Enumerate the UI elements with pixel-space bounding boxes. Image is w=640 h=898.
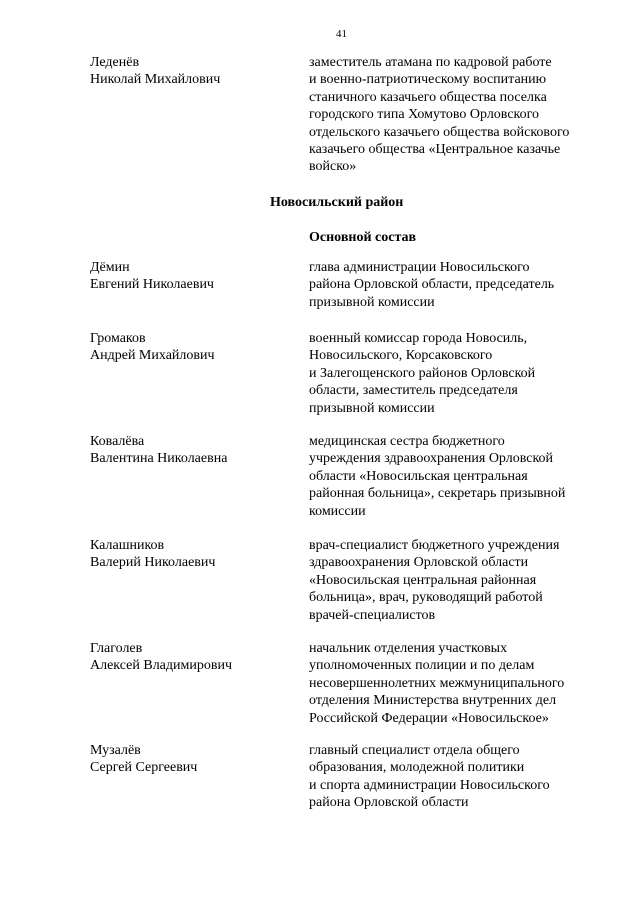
role-line: медицинская сестра бюджетного (309, 434, 505, 449)
member-given-names: Николай Михайлович (90, 72, 221, 88)
member-surname: Леденёв (90, 55, 140, 70)
role-line: области «Новосильская центральная (309, 468, 528, 484)
member-name (90, 640, 290, 675)
role-line: района Орловской области (309, 795, 469, 811)
member-name (90, 537, 290, 572)
role-line: войско» (309, 159, 357, 175)
role-line: врач-специалист бюджетного учреждения (309, 538, 560, 553)
member-given-names: Сергей Сергеевич (90, 760, 198, 776)
member-name (90, 54, 290, 89)
district-title: Новосильский район (270, 195, 404, 210)
role-line: больница», врач, руководящий работой (309, 590, 543, 606)
role-line: «Новосильская центральная районная (309, 572, 537, 588)
role-line: и спорта администрации Новосильского (309, 777, 550, 793)
member-given-names: Алексей Владимирович (90, 658, 233, 674)
role-line: врачей-специалистов (309, 607, 436, 623)
member-name (90, 742, 290, 777)
member-name (90, 259, 290, 294)
member-given-names: Андрей Михайлович (90, 348, 215, 364)
role-line: казачьего общества «Центральное казачье (309, 142, 561, 158)
role-line: глава администрации Новосильского (309, 260, 530, 275)
role-line: образования, молодежной политики (309, 760, 525, 776)
member-given-names: Валентина Николаевна (90, 451, 228, 467)
role-line: начальник отделения участковых (309, 641, 508, 656)
role-line: комиссии (309, 503, 366, 519)
role-line: района Орловской области, председатель (309, 277, 555, 293)
role-line: отдельского казачьего общества войскового (309, 124, 570, 140)
member-surname: Ковалёва (90, 434, 145, 449)
member-role (309, 54, 629, 176)
member-role (309, 330, 629, 417)
member-surname: Громаков (90, 331, 146, 346)
page-number: 41 (336, 28, 347, 40)
member-surname: Глаголев (90, 641, 143, 656)
role-line: и Залегощенского районов Орловской (309, 365, 536, 381)
role-line: отделения Министерства внутренних дел (309, 693, 557, 709)
role-line: несовершеннолетних межмуниципального (309, 675, 565, 691)
member-given-names: Евгений Николаевич (90, 277, 214, 293)
role-line: учреждения здравоохранения Орловской (309, 451, 554, 467)
member-role (309, 433, 629, 520)
role-line: и военно-патриотическому воспитанию (309, 72, 547, 88)
section-title: Основной состав (309, 230, 417, 245)
role-line: уполномоченных полиции и по делам (309, 658, 535, 674)
role-line: Российской Федерации «Новосильское» (309, 710, 549, 726)
role-line: призывной комиссии (309, 294, 435, 310)
role-line: области, заместитель председателя (309, 383, 518, 399)
member-role (309, 742, 629, 812)
member-role (309, 537, 629, 624)
role-line: военный комиссар города Новосиль, (309, 331, 528, 346)
role-line: заместитель атамана по кадровой работе (309, 55, 552, 70)
role-line: районная больница», секретарь призывной (309, 486, 566, 502)
member-role (309, 640, 629, 727)
member-name (90, 433, 290, 468)
role-line: главный специалист отдела общего (309, 743, 520, 758)
role-line: станичного казачьего общества поселка (309, 89, 547, 105)
member-surname: Дёмин (90, 260, 130, 275)
member-surname: Музалёв (90, 743, 141, 758)
role-line: здравоохранения Орловской области (309, 555, 529, 571)
role-line: Новосильского, Корсаковского (309, 348, 493, 364)
role-line: городского типа Хомутово Орловского (309, 107, 540, 123)
member-given-names: Валерий Николаевич (90, 555, 216, 571)
member-name (90, 330, 290, 365)
member-role (309, 259, 629, 311)
role-line: призывной комиссии (309, 400, 435, 416)
member-surname: Калашников (90, 538, 165, 553)
